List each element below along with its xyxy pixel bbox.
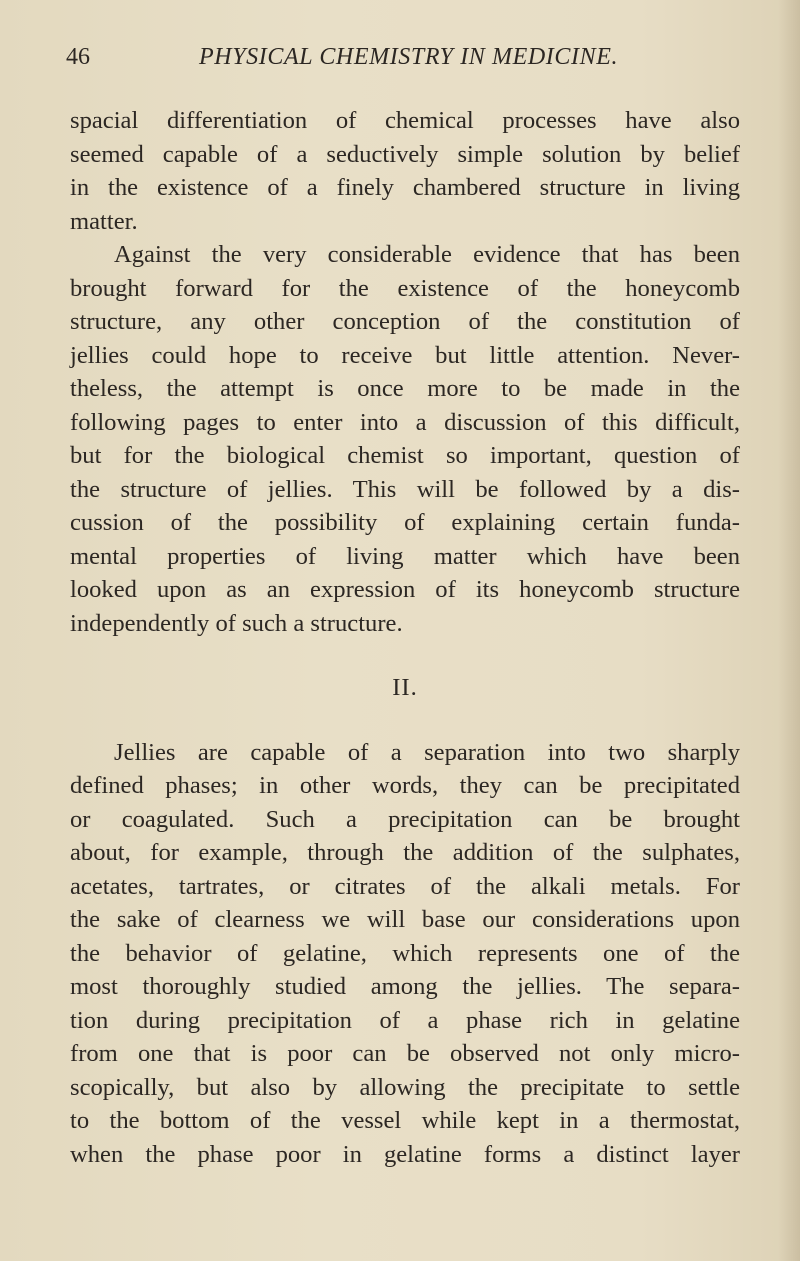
page-number: 46 [66,44,90,70]
text-line: brought forward for the existence of the honeycomb [70,274,740,302]
text-line: the sake of clearness we will base our considerations upon [70,906,740,933]
text-line: mental properties of living matter which have been [70,542,740,570]
text-line: in the existence of a finely chambered structure in living [70,174,740,201]
text-line: following pages to enter into a discussion of this difficult, [70,408,740,436]
text-line: looked upon as an expression of its honeycomb structure [70,576,740,603]
text-line: or coagulated. Such a precipitation can be brought [70,805,740,833]
text-line: structure, any other conception of the constitution of [70,308,740,335]
text-line: about, for example, through the addition of the sulphates, [70,839,740,866]
text-line: seemed capable of a seductively simple solution by belief [70,140,740,168]
page-edge-shadow [778,0,800,1261]
text-line: Against the very considerable evidence that has been [114,241,740,268]
text-line: spacial differentiation of chemical processes have also [70,107,740,134]
text-line: cussion of the possibility of explaining certain funda- [70,509,740,536]
text-line: from one that is poor can be observed not only micro- [70,1040,740,1067]
paragraph-1 [70,104,740,238]
text-line: scopically, but also by allowing the precipitate to settle [70,1073,740,1101]
text-line: acetates, tartrates, or citrates of the alkali metals. For [70,872,740,900]
text-line: when the phase poor in gelatine forms a distinct layer [70,1140,740,1168]
section-heading: II. [392,674,418,701]
text-line: defined phases; in other words, they can be precipitated [70,772,740,799]
text-line: the structure of jellies. This will be followed by a dis- [70,475,740,503]
running-head [66,44,746,80]
text-line: Jellies are capable of a separation into two sharply [114,738,740,766]
text-line: theless, the attempt is once more to be made in the [70,375,740,402]
text-line: most thoroughly studied among the jellies. The separa- [70,973,740,1000]
paragraph-3 [70,736,740,1172]
body-text [70,104,740,1171]
text-line: jellies could hope to receive but little attention. Never- [70,341,740,369]
text-line: matter. [70,207,138,235]
paragraph-2 [70,238,740,640]
text-line: tion during precipitation of a phase rich in gelatine [70,1006,740,1034]
text-line: independently of such a structure. [70,609,403,637]
text-line: to the bottom of the vessel while kept in a thermostat, [70,1107,740,1134]
running-title: PHYSICAL CHEMISTRY IN MEDICINE. [199,44,619,70]
text-line: the behavior of gelatine, which represents one of the [70,939,740,967]
text-line: but for the biological chemist so important, question of [70,442,740,469]
